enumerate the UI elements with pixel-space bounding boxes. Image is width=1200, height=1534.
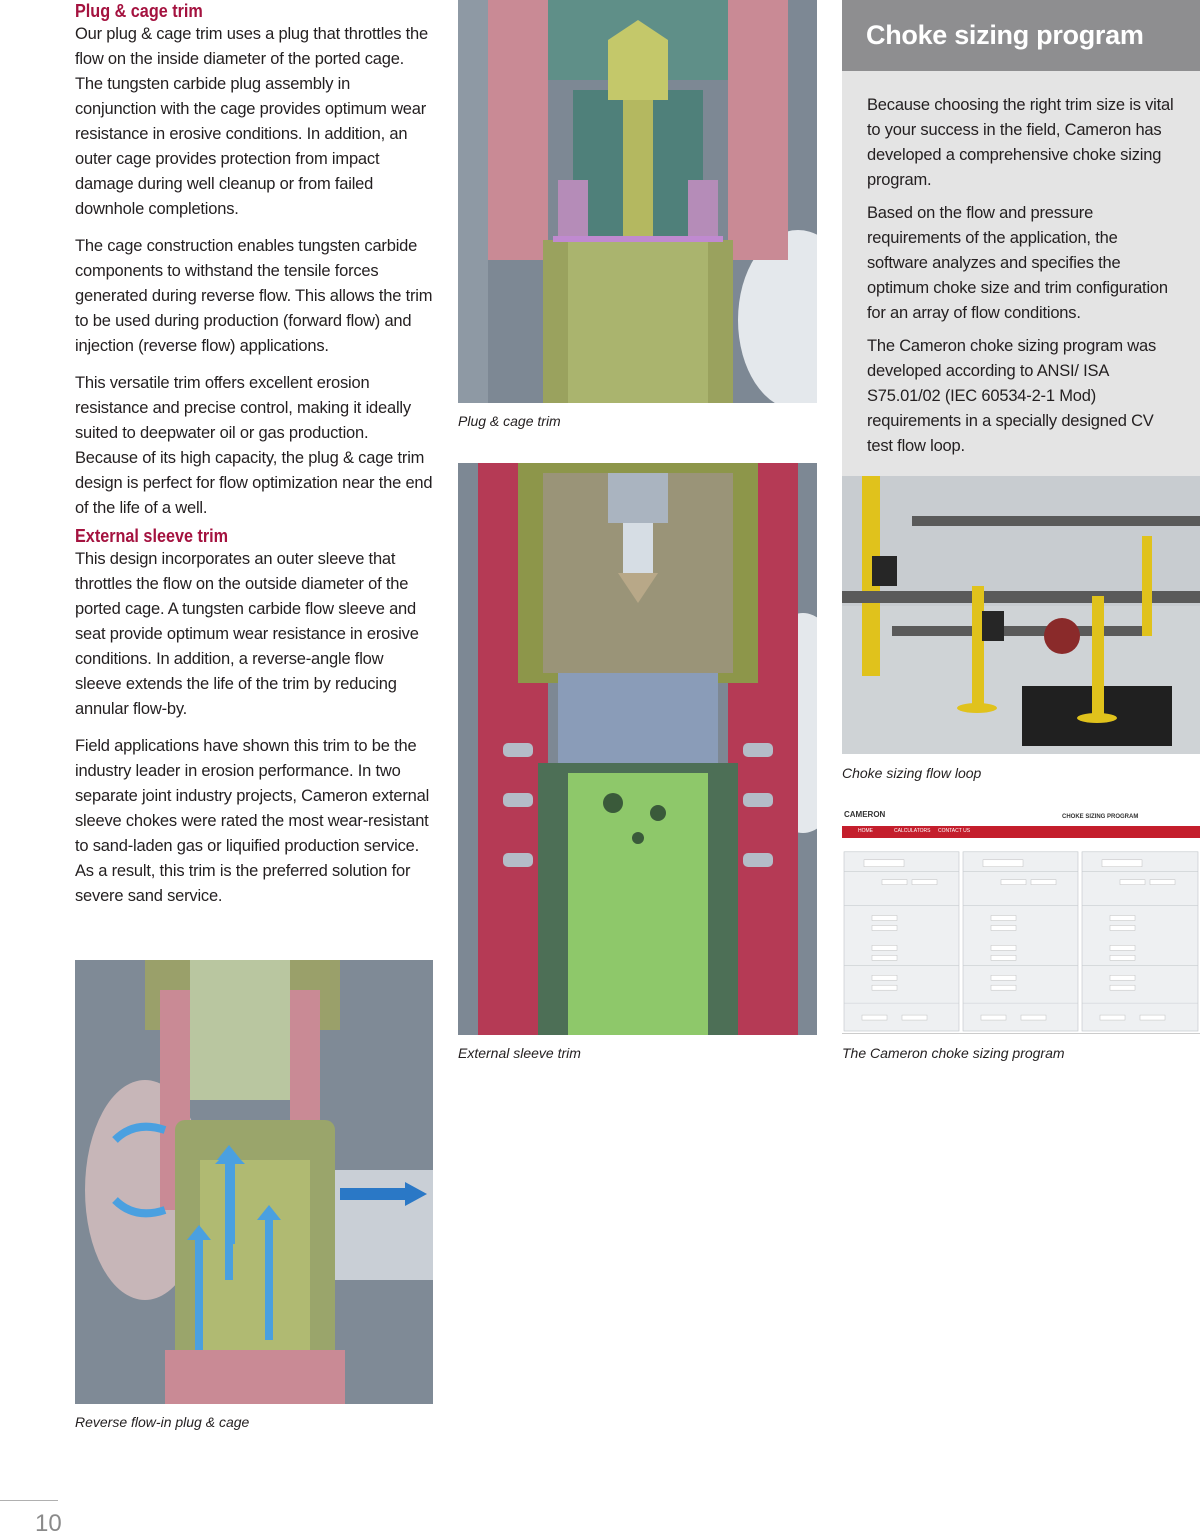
choke-program-caption: The Cameron choke sizing program (842, 1045, 1065, 1061)
flow-loop-caption: Choke sizing flow loop (842, 765, 982, 781)
plug-cage-paragraph-3: This versatile trim offers excellent erosion resistance and precise control, making it ideally suited to deepwater oil or gas production. Because of its high capacity, the plug & cage trim design is perfect for flow optimization near the end of the life of a well. (75, 374, 433, 517)
plug-cage-caption: Plug & cage trim (458, 413, 561, 429)
choke-sizing-sidebar (842, 0, 1200, 476)
flow-loop-photo (842, 476, 1200, 754)
nav-contact: CONTACT US (938, 828, 971, 834)
plug-cage-figure (458, 0, 817, 403)
choke-sizing-paragraph-2: Based on the flow and pressure requirements of the application, the software analyzes and specifies the optimum choke size and trim configuration for an array of flow conditions. (867, 204, 1168, 322)
plug-cage-heading: Plug & cage trim (75, 1, 203, 21)
external-sleeve-paragraph-2: Field applications have shown this trim to be the industry leader in erosion performance. In two separate joint industry projects, Cameron external sleeve chokes were rated the most wear-resistant to sand-laden gas or liquified production service. As a result, this trim is the preferred solution for severe sand service. (75, 737, 430, 905)
page-number: 10 (0, 1500, 58, 1534)
reverse-flow-figure (75, 960, 433, 1404)
nav-home: HOME (858, 828, 873, 834)
choke-sizing-paragraph-3: The Cameron choke sizing program was developed according to ANSI/ ISA S75.01/02 (IEC 60534-2-1 Mod) requirements in a specially designed CV test flow loop. (867, 337, 1157, 455)
plug-cage-paragraph-2: The cage construction enables tungsten carbide components to withstand the tensile forces generated during reverse flow. This allows the trim to be used during production (forward flow) and injection (reverse flow) applications. (75, 237, 433, 355)
screenshot-title: CHOKE SIZING PROGRAM (1062, 814, 1139, 820)
external-sleeve-caption: External sleeve trim (458, 1045, 581, 1061)
left-column (75, 0, 433, 921)
choke-sizing-heading: Choke sizing program (842, 0, 1200, 71)
external-sleeve-heading: External sleeve trim (75, 526, 229, 546)
reverse-flow-caption: Reverse flow-in plug & cage (75, 1414, 250, 1430)
external-sleeve-paragraph-1: This design incorporates an outer sleeve that throttles the flow on the outside diameter of the ported cage. A tungsten carbide flow sleeve and seat provide optimum wear resistance in erosive conditions. In addition, a reverse-angle flow sleeve extends the life of the trim by reducing annular flow-by. (75, 550, 419, 718)
external-sleeve-figure (458, 463, 817, 1035)
choke-program-screenshot (842, 806, 1200, 1034)
plug-cage-paragraph-1: Our plug & cage trim uses a plug that throttles the flow on the inside diameter of the ported cage. The tungsten carbide plug assembly in conjunction with the cage provides optimum wear resistance in erosive conditions. In addition, an outer cage provides protection from impact damage during well cleanup or from failed downhole completions. (75, 25, 428, 218)
choke-sizing-paragraph-1: Because choosing the right trim size is vital to your success in the field, Cameron has developed a comprehensive choke sizing program. (867, 96, 1174, 189)
nav-calculators: CALCULATORS (894, 828, 931, 834)
cameron-logo: CAMERON (844, 810, 886, 819)
